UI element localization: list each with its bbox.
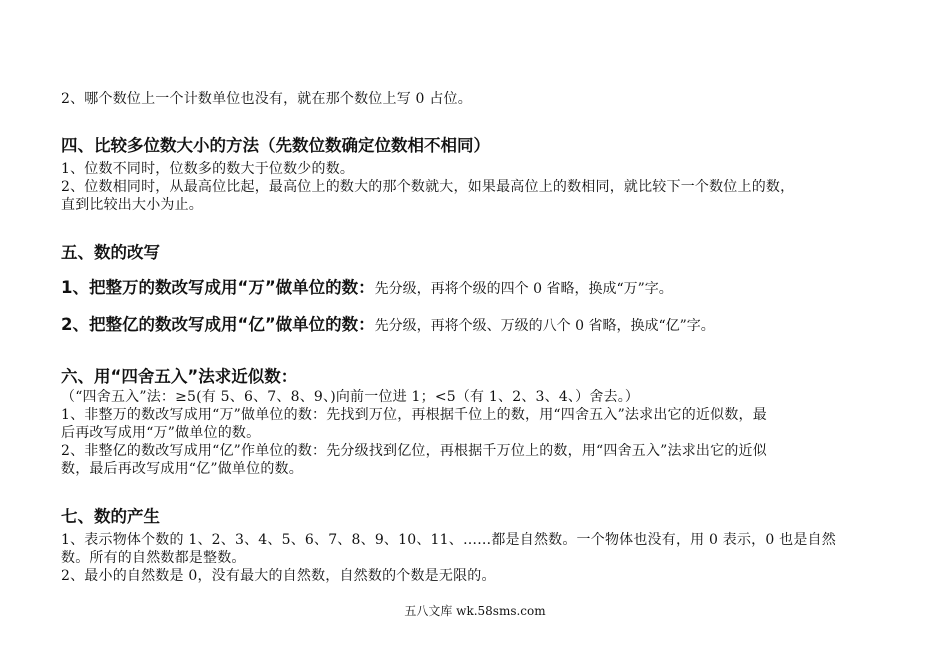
text-line: 1、非整万的数改写成用“万”做单位的数：先找到万位，再根据千位上的数，用“四舍五入”法求出它的近似数，最 [61, 407, 767, 423]
page-footer: 五八文库 wk.58sms.com [404, 604, 546, 618]
text-line: 1、表示物体个数的 1、2、3、4、5、6、7、8、9、10、11、……都是自然数。一个物体也没有，用 0 表示，0 也是自然 [61, 532, 836, 548]
text-line: 2、哪个数位上一个计数单位也没有，就在那个数位上写 0 占位。 [61, 91, 472, 107]
subsection-5-2 [61, 311, 715, 335]
text-line: 直到比较出大小为止。 [61, 197, 203, 213]
section-heading-6: 六、用“四舍五入”法求近似数： [61, 367, 298, 386]
subsection-title: 1、把整万的数改写成用“万”做单位的数： [61, 278, 375, 297]
text-line: 2、非整亿的数改写成用“亿”作单位的数：先分级找到亿位，再根据千万位上的数，用“四舍五入”法求出它的近似 [61, 443, 767, 459]
section-heading-7: 七、数的产生 [61, 507, 160, 526]
text-line: （“四舍五入”法：≥5(有 5、6、7、8、9、)向前一位进 1；<5（有 1、2、3、4、）舍去。） [61, 389, 640, 405]
subsection-title: 2、把整亿的数改写成用“亿”做单位的数： [61, 315, 375, 334]
text-line: 后再改写成用“万”做单位的数。 [61, 425, 261, 441]
text-line: 2、位数相同时，从最高位比起，最高位上的数大的那个数就大，如果最高位上的数相同，就比较下一个数位上的数， [61, 179, 795, 195]
text-line: 数，最后再改写成用“亿”做单位的数。 [61, 461, 303, 477]
text-line: 1、位数不同时，位数多的数大于位数少的数。 [61, 161, 355, 177]
text-line: 数。所有的自然数都是整数。 [61, 550, 246, 566]
section-heading-5: 五、数的改写 [61, 243, 160, 262]
text-line: 2、最小的自然数是 0，没有最大的自然数，自然数的个数是无限的。 [61, 568, 496, 584]
subsection-5-1 [61, 274, 673, 298]
subsection-text: 先分级，再将个级的四个 0 省略，换成“万”字。 [374, 281, 673, 297]
section-heading-4: 四、比较多位数大小的方法（先数位数确定位数相不相同） [61, 136, 490, 155]
subsection-text: 先分级，再将个级、万级的八个 0 省略，换成“亿”字。 [374, 318, 715, 334]
